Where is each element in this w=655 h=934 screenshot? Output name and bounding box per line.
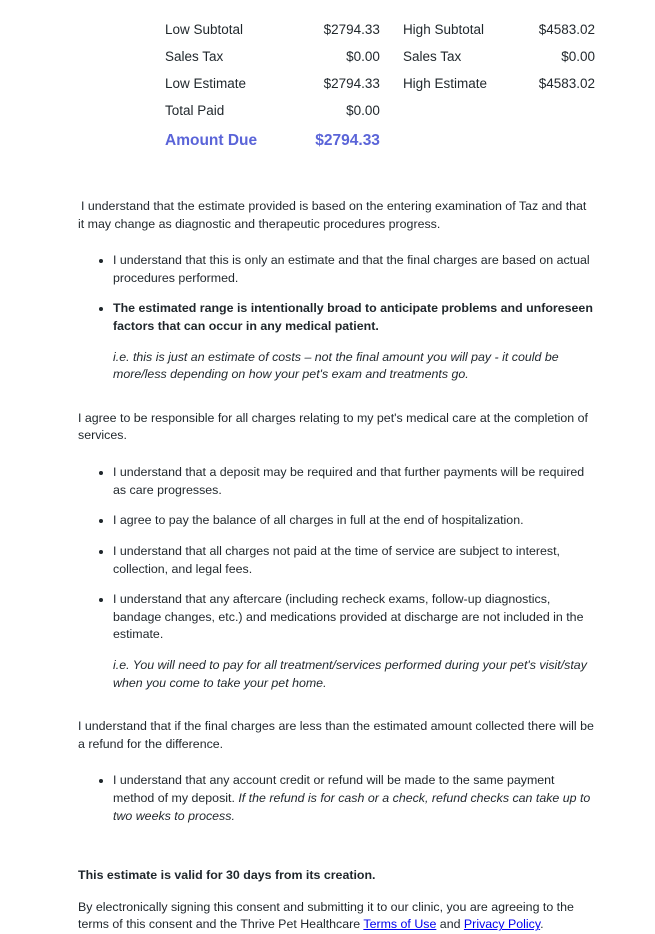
amount-due-label: Amount Due xyxy=(165,132,258,149)
sales-tax-low-label: Sales Tax xyxy=(165,49,224,64)
low-estimate-column xyxy=(165,22,380,162)
refund-check-note: If the refund is for cash or a check, refund checks can take up to two weeks to process. xyxy=(113,791,591,823)
high-estimate-label: High Estimate xyxy=(402,76,487,91)
sales-tax-low-value: $0.00 xyxy=(346,49,380,64)
low-subtotal-label: Low Subtotal xyxy=(165,22,244,37)
bullet-aftercare: • I understand that any aftercare (including recheck exams, follow-up diagnostics, bandage changes, etc.) and medications provided at discharge are not included in the estimate. xyxy=(113,591,595,644)
summary-row-total-paid xyxy=(165,103,380,130)
refund-bullet-list xyxy=(78,772,595,825)
refund-paragraph: I understand that if the final charges are less than the estimated amount collected there will be a refund for the difference. xyxy=(78,719,594,751)
summary-row-sales-tax-high xyxy=(403,49,595,76)
refund-method-text: I understand that any account credit or refund will be made to the same payment method of my deposit. xyxy=(113,773,555,806)
estimate-summary xyxy=(165,22,595,162)
bullet-balance: • I agree to pay the balance of all charges in full at the end of hospitalization. xyxy=(113,512,595,530)
bullet-interest-fees: • I understand that all charges not paid at the time of service are subject to interest, collection, and legal fees. xyxy=(113,543,595,578)
estimate-note: i.e. this is just an estimate of costs – not the final amount you will pay - it could be more/less depending on how your pet's exam and treatments go. xyxy=(113,349,559,382)
closing-text-1: By electronically signing this consent and submitting it to our clinic, you are agreeing to the terms of this consent and the Thrive Pet Healthcare xyxy=(78,899,574,932)
agree-paragraph: I agree to be responsible for all charges relating to my pet's medical care at the completion of services. xyxy=(78,410,588,443)
summary-row-high-estimate xyxy=(403,76,595,103)
payment-note: i.e. You will need to pay for all treatment/services performed during your pet's visit/stay when you come to take your pet home. xyxy=(113,657,587,690)
terms-of-use-link[interactable]: Terms of Use xyxy=(363,917,437,932)
sales-tax-high-value: $0.00 xyxy=(561,49,595,64)
low-subtotal-value: $2794.33 xyxy=(323,22,380,37)
validity-statement: This estimate is valid for 30 days from its creation. xyxy=(78,868,376,883)
estimate-bullet-list xyxy=(78,252,595,335)
summary-row-sales-tax-low xyxy=(165,49,380,76)
bullet-estimated-range: • The estimated range is intentionally broad to anticipate problems and unforeseen factors that can occur in any medical patient. xyxy=(113,300,595,335)
privacy-policy-link[interactable]: Privacy Policy xyxy=(463,917,541,932)
total-paid-value: $0.00 xyxy=(346,103,380,118)
closing-paragraph xyxy=(78,899,595,934)
intro-paragraph: I understand that the estimate provided is based on the entering examination of Taz and that it may change as diagnostic and therapeutic procedures progress. xyxy=(78,199,587,231)
summary-row-low-subtotal xyxy=(165,22,380,49)
high-subtotal-value: $4583.02 xyxy=(538,22,595,37)
bullet-only-estimate: • I understand that this is only an estimate and that the final charges are based on actual procedures performed. xyxy=(113,252,595,287)
bullet-refund-method xyxy=(113,772,595,825)
consent-text xyxy=(78,198,595,934)
high-estimate-column xyxy=(403,22,595,162)
charges-bullet-list xyxy=(78,464,595,644)
summary-row-low-estimate xyxy=(165,76,380,103)
low-estimate-value: $2794.33 xyxy=(323,76,380,91)
closing-text-3: . xyxy=(540,917,544,932)
closing-text-2: and xyxy=(436,917,464,932)
sales-tax-high-label: Sales Tax xyxy=(402,49,462,64)
high-estimate-value: $4583.02 xyxy=(538,76,595,91)
high-subtotal-label: High Subtotal xyxy=(402,22,484,37)
bullet-deposit: • I understand that a deposit may be required and that further payments will be required as care progresses. xyxy=(113,464,595,499)
amount-due-value: $2794.33 xyxy=(315,132,380,149)
total-paid-label: Total Paid xyxy=(165,103,225,118)
summary-row-high-subtotal xyxy=(403,22,595,49)
amount-due-row xyxy=(165,132,380,162)
low-estimate-label: Low Estimate xyxy=(165,76,247,91)
